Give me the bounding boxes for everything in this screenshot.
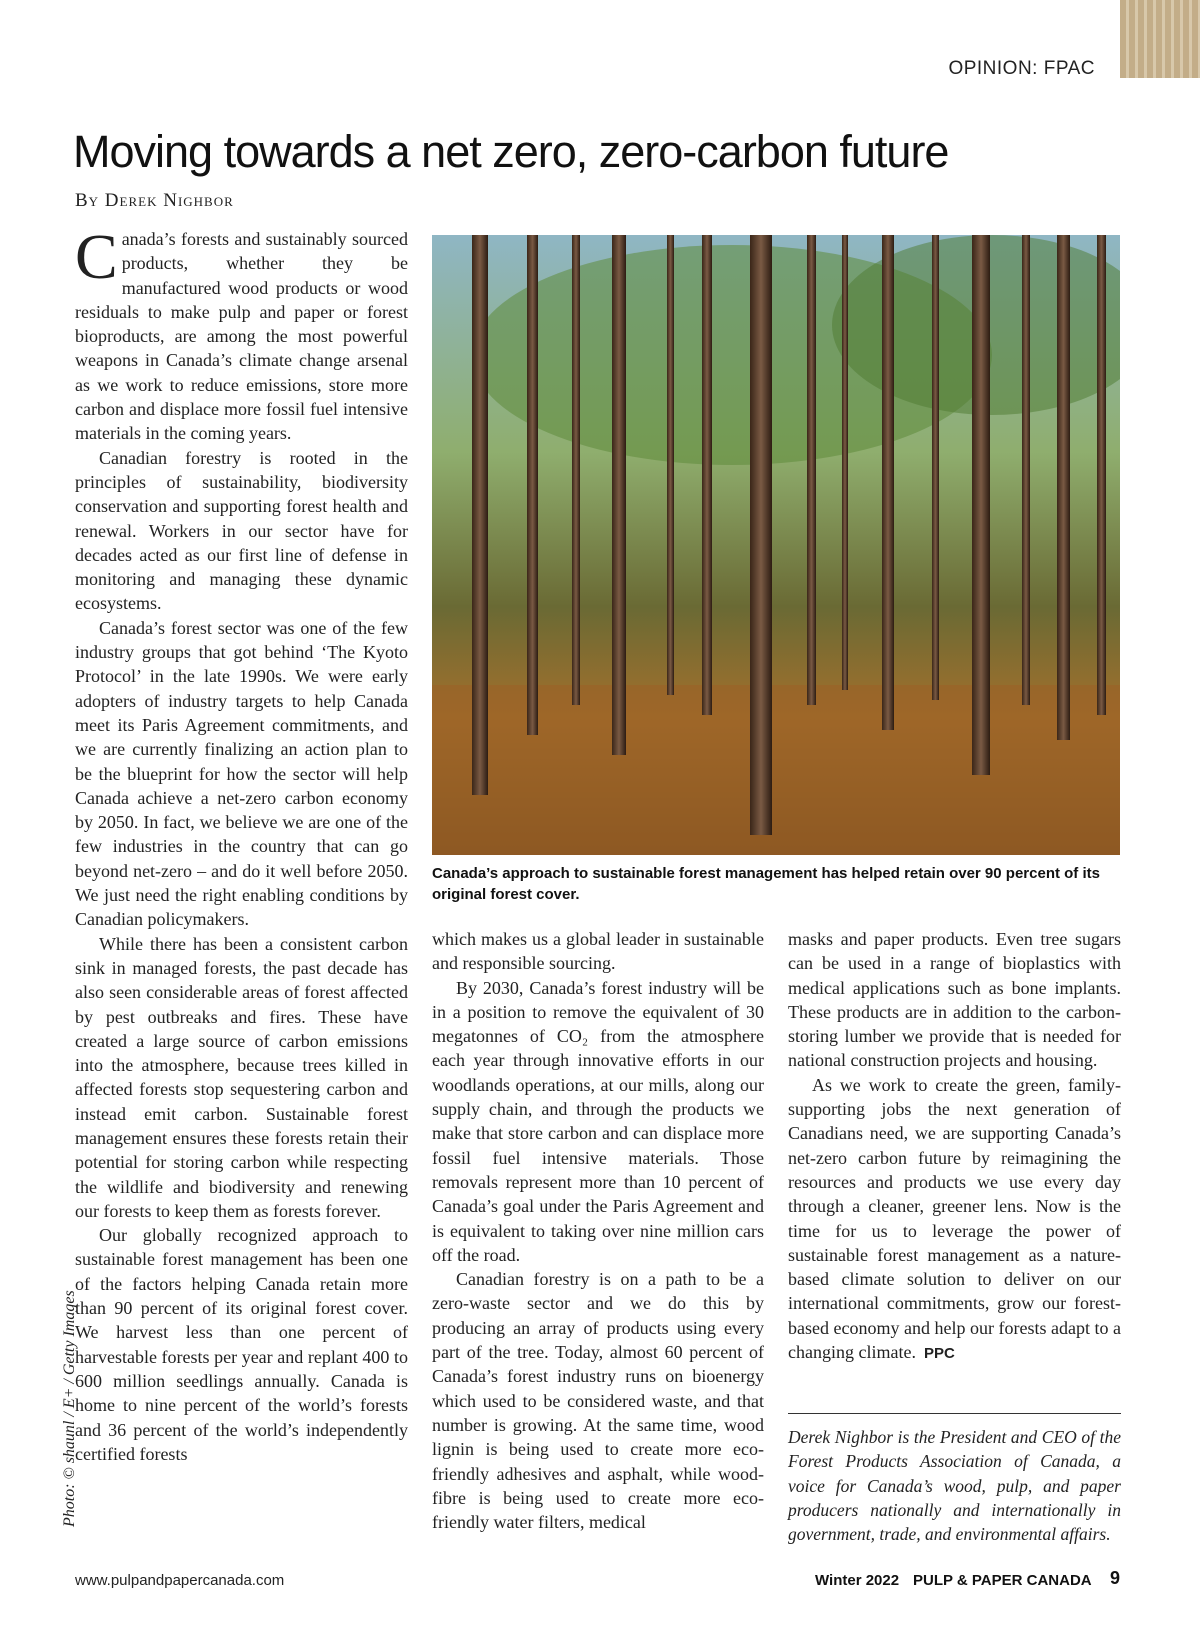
paragraph: As we work to create the green, family-supporting jobs the next generation of Canadians need, we are supporting Canada’s net-zero carbon future by reimagining the resources and products we use every day through a cleaner, greener lens. Now is the time for us to leverage the power of sustainable forest management as a nature-based climate solution to deliver on our international commitments, grow our forest-based economy and help our forests adapt to a changing climate. PPC bbox=[788, 1074, 1121, 1363]
header-decorative-stripes bbox=[1120, 0, 1200, 78]
article-column-1 bbox=[75, 227, 408, 1547]
paragraph: Canadian forestry is rooted in the principles of sustainability, biodiversity conservation and supporting forest health and renewal. Workers in our sector have for decades acted as our first line of defense in monitoring and managing these dynamic ecosystems. bbox=[75, 447, 408, 614]
photo-credit: Photo: © shaunl / E+ / Getty Images bbox=[61, 1290, 78, 1527]
bio-divider bbox=[788, 1413, 1121, 1414]
drop-cap: C bbox=[75, 227, 118, 292]
paragraph: By 2030, Canada’s forest industry will be in a position to remove the equivalent of 30 megatonnes of CO₂ from the atmosphere each year through innovative efforts in our woodlands operations, at our mills, along our supply chain, and through the products we make that store carbon and can displace more fossil fuel intensive materials. Those removals represent more than 10 percent of Canada’s goal under the Paris Agreement and is equivalent to taking over nine million cars off the road. bbox=[432, 977, 764, 1265]
page-number: 9 bbox=[1110, 1568, 1121, 1588]
signoff-mark: PPC bbox=[923, 1345, 955, 1363]
section-label: OPINION: FPAC bbox=[948, 58, 1095, 79]
footer-issue: Winter 2022 bbox=[815, 1572, 900, 1589]
photo-caption: Canada’s approach to sustainable forest management has helped retain over 90 percent of its original forest cover. bbox=[432, 865, 1100, 903]
paragraph: Canadian forestry is on a path to be a zero-waste sector and we do this by producing an array of products using every part of the tree. Today, almost 60 percent of Canada’s forest industry runs on bioenergy which used to be considered waste, and that number is growing. At the same time, wood lignin is being used to create more eco-friendly adhesives and asphalt, while wood-fibre is being used to create more eco-friendly water filters, medical bbox=[432, 1269, 764, 1533]
footer-magazine-name: PULP & PAPER CANADA bbox=[913, 1572, 1092, 1589]
footer-website: www.pulpandpapercanada.com bbox=[75, 1572, 285, 1589]
paragraph: Canada’s forests and sustainably sourced products, whether they be manufactured wood products or wood residuals to make pulp and paper or forest bioproducts, are among the most powerful weapons in Canada’s climate change arsenal as we work to reduce emissions, store more carbon and displace more fossil fuel intensive materials in the coming years. bbox=[75, 227, 408, 444]
author-bio: Derek Nighbor is the President and CEO of the Forest Products Association of Canada, a voice for Canada’s wood, pulp, and paper producers nationally and internationally in government, trade, and environmental affairs. bbox=[788, 1427, 1121, 1545]
article-title: Moving towards a net zero, zero-carbon future bbox=[73, 126, 949, 177]
article-byline: By Derek Nighbor bbox=[75, 190, 234, 211]
forest-photo bbox=[432, 235, 1120, 855]
article-column-2 bbox=[432, 927, 764, 1547]
paragraph: Our globally recognized approach to sustainable forest management has been one of the factors helping Canada retain more than 90 percent of its original forest cover. We harvest less than one percent of harvestable forests per year and replant 400 to 600 million seedlings annually. Canada is home to nine percent of the world’s forests and 36 percent of the world’s independently certified forests bbox=[75, 1225, 408, 1464]
paragraph: masks and paper products. Even tree sugars can be used in a range of bioplastics with medical applications such as bone implants. These products are in addition to the carbon-storing lumber we provide that is needed for national construction projects and housing. bbox=[788, 929, 1121, 1071]
forest-illustration bbox=[432, 235, 1120, 855]
paragraph: While there has been a consistent carbon sink in managed forests, the past decade has also seen considerable areas of forest affected by pest outbreaks and fires. These have created a large source of carbon emissions into the atmosphere, because trees killed in affected forests stop sequestering carbon and instead emit carbon. Sustainable forest management ensures these forests retain their potential for storing carbon while respecting the wildlife and biodiversity and renewing our forests to keep them as forests forever. bbox=[75, 933, 408, 1221]
paragraph: Canada’s forest sector was one of the few industry groups that got behind ‘The Kyoto Protocol’ in the late 1990s. We were early adopters of industry targets to help Canada meet its Paris Agreement commitments, and we are currently finalizing an action plan to be the blueprint for how the sector will help Canada achieve a net-zero carbon economy by 2050. In fact, we believe we are one of the few industries in the country that can go beyond net-zero – and do it well before 2050. We just need the right enabling conditions by Canadian policymakers. bbox=[75, 617, 408, 930]
paragraph: which makes us a global leader in sustainable and responsible sourcing. bbox=[432, 929, 764, 974]
